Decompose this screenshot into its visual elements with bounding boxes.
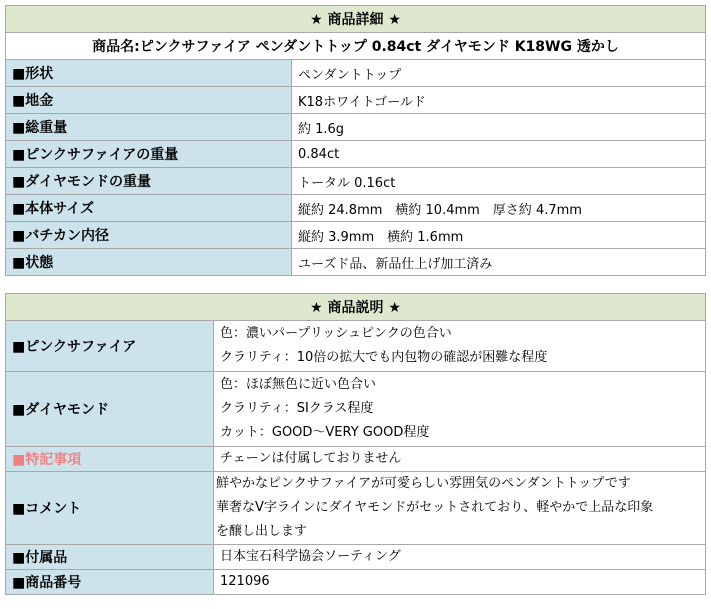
product-details-table — [5, 5, 706, 276]
desc-label: ■コメント — [6, 472, 214, 545]
desc-value — [214, 321, 706, 372]
detail-label: ■総重量 — [6, 114, 292, 141]
desc-line: 日本宝石科学協会ソーティング — [220, 549, 401, 564]
detail-row-total-weight — [6, 114, 706, 141]
detail-value: 縦約 3.9mm 横約 1.6mm — [292, 222, 706, 249]
desc-line: クラリティ：SIクラス程度 — [220, 401, 374, 416]
description-header: ★ 商品説明 ★ — [6, 294, 706, 321]
desc-line: 鮮やかなピンクサファイアが可愛らしい雰囲気のペンダントトップです — [216, 476, 631, 491]
detail-label: ■バチカン内径 — [6, 222, 292, 249]
product-name: 商品名:ピンクサファイア ペンダントトップ 0.84ct ダイヤモンド K18WG 透かし — [6, 33, 706, 60]
desc-value — [214, 472, 706, 545]
desc-line: クラリティ：10倍の拡大でも内包物の確認が困難な程度 — [220, 350, 548, 365]
detail-row-sapphire-weight — [6, 141, 706, 168]
desc-label-notice: ■特記事項 — [6, 447, 214, 472]
detail-label: ■地金 — [6, 87, 292, 114]
desc-row-pink-sapphire — [6, 321, 706, 372]
desc-row-diamond — [6, 372, 706, 447]
desc-line: チェーンは付属しておりません — [220, 451, 402, 466]
detail-row-diamond-weight — [6, 168, 706, 195]
detail-value: 0.84ct — [292, 141, 706, 168]
detail-row-metal — [6, 87, 706, 114]
desc-line: を醸し出します — [216, 524, 308, 539]
desc-row-notice — [6, 447, 706, 472]
desc-line: 色：濃いパープリッシュピンクの色合い — [220, 326, 452, 341]
desc-value — [214, 372, 706, 447]
detail-row-shape — [6, 60, 706, 87]
desc-value — [214, 447, 706, 472]
desc-label: ■ダイヤモンド — [6, 372, 214, 447]
detail-value: K18ホワイトゴールド — [292, 87, 706, 114]
detail-label: ■本体サイズ — [6, 195, 292, 222]
detail-label: ■状態 — [6, 249, 292, 276]
desc-line: 色：ほぼ無色に近い色合い — [220, 377, 377, 392]
detail-value: トータル 0.16ct — [292, 168, 706, 195]
desc-line: 121096 — [220, 574, 270, 589]
product-description-table — [5, 293, 706, 595]
detail-value: ペンダントトップ — [292, 60, 706, 87]
desc-line: カット：GOOD〜VERY GOOD程度 — [220, 425, 430, 440]
detail-row-size — [6, 195, 706, 222]
detail-value: 縦約 24.8mm 横約 10.4mm 厚さ約 4.7mm — [292, 195, 706, 222]
desc-row-accessories — [6, 545, 706, 570]
desc-row-item-number — [6, 570, 706, 595]
desc-row-comment — [6, 472, 706, 545]
desc-label: ■付属品 — [6, 545, 214, 570]
detail-row-bail — [6, 222, 706, 249]
desc-label: ■商品番号 — [6, 570, 214, 595]
desc-value — [214, 545, 706, 570]
desc-line: 華奢なV字ラインにダイヤモンドがセットされており、軽やかで上品な印象 — [216, 500, 654, 515]
detail-label: ■ピンクサファイアの重量 — [6, 141, 292, 168]
detail-row-condition — [6, 249, 706, 276]
desc-value — [214, 570, 706, 595]
detail-label: ■ダイヤモンドの重量 — [6, 168, 292, 195]
desc-label: ■ピンクサファイア — [6, 321, 214, 372]
detail-label: ■形状 — [6, 60, 292, 87]
detail-value: 約 1.6g — [292, 114, 706, 141]
detail-value: ユーズド品、新品仕上げ加工済み — [292, 249, 706, 276]
details-header: ★ 商品詳細 ★ — [6, 6, 706, 33]
